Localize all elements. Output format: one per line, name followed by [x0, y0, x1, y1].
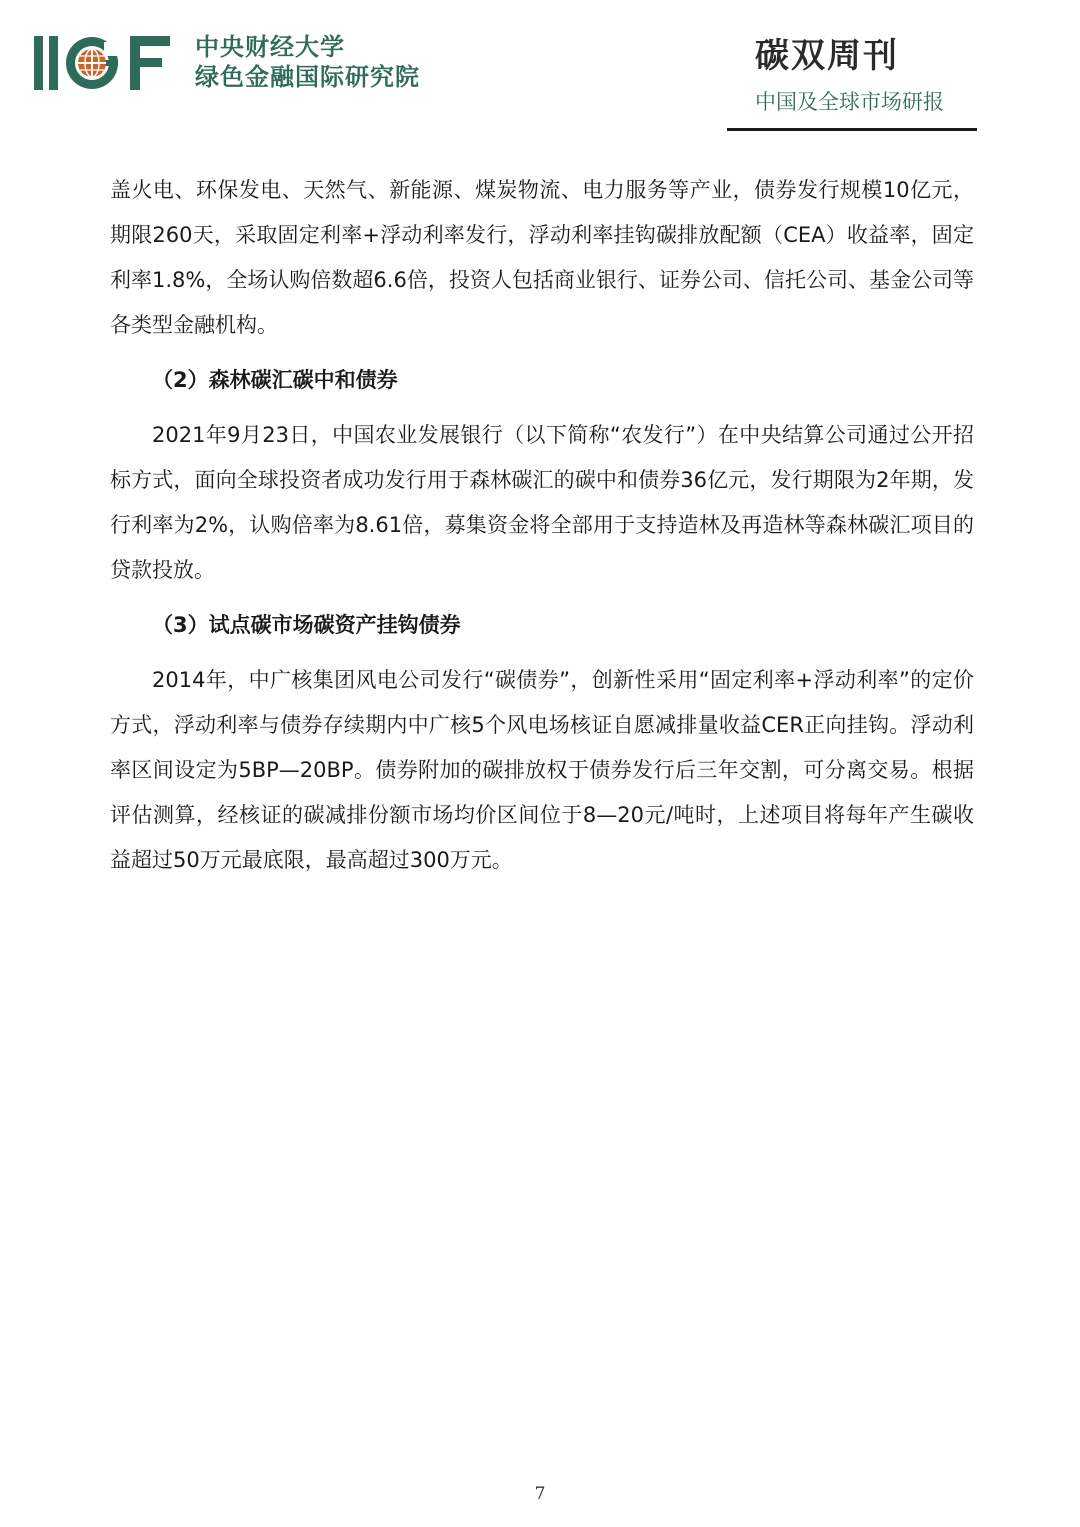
section-heading-carbon-asset-linked-bond: （3）试点碳市场碳资产挂钩债券 — [152, 613, 461, 637]
paragraph-1: 盖火电、环保发电、天然气、新能源、煤炭物流、电力服务等产业，债券发行规模10亿元，期限260天，采取固定利率+浮动利率发行，浮动利率挂钩碳排放配额（CEA）收益率，固定利率1.8%，全场认购倍数超6.6倍，投资人包括商业银行、证券公司、信托公司、基金公司等各类型金融机构。 — [110, 178, 974, 337]
header-divider — [727, 128, 977, 131]
publication-subtitle: 中国及全球市场研报 — [755, 90, 944, 114]
paragraph-2: 2021年9月23日，中国农业发展银行（以下简称“农发行”）在中央结算公司通过公开招标方式，面向全球投资者成功发行用于森林碳汇的碳中和债券36亿元，发行期限为2年期，发行利率为2%，认购倍率为8.61倍，募集资金将全部用于支持造林及再造林等森林碳汇项目的贷款投放。 — [110, 423, 974, 582]
iigf-logo — [34, 32, 174, 94]
page-header — [0, 0, 1080, 140]
org-line-1: 中央财经大学 — [195, 33, 345, 61]
publication-title: 碳双周刊 — [755, 36, 899, 76]
organization-name — [195, 32, 420, 92]
page-number: 7 — [534, 1484, 546, 1504]
org-line-2: 绿色金融国际研究院 — [195, 63, 420, 91]
section-heading-forest-carbon-bond: （2）森林碳汇碳中和债券 — [152, 368, 398, 392]
document-body — [110, 168, 974, 883]
paragraph-3: 2014年，中广核集团风电公司发行“碳债券”，创新性采用“固定利率+浮动利率”的定价方式，浮动利率与债券存续期内中广核5个风电场核证自愿减排量收益CER正向挂钩。浮动利率区间设定为5BP—20BP。债券附加的碳排放权于债券发行后三年交割，可分离交易。根据评估测算，经核证的碳减排份额市场均价区间位于8—20元/吨时，上述项目将每年产生碳收益超过50万元最底限，最高超过300万元。 — [110, 668, 974, 872]
